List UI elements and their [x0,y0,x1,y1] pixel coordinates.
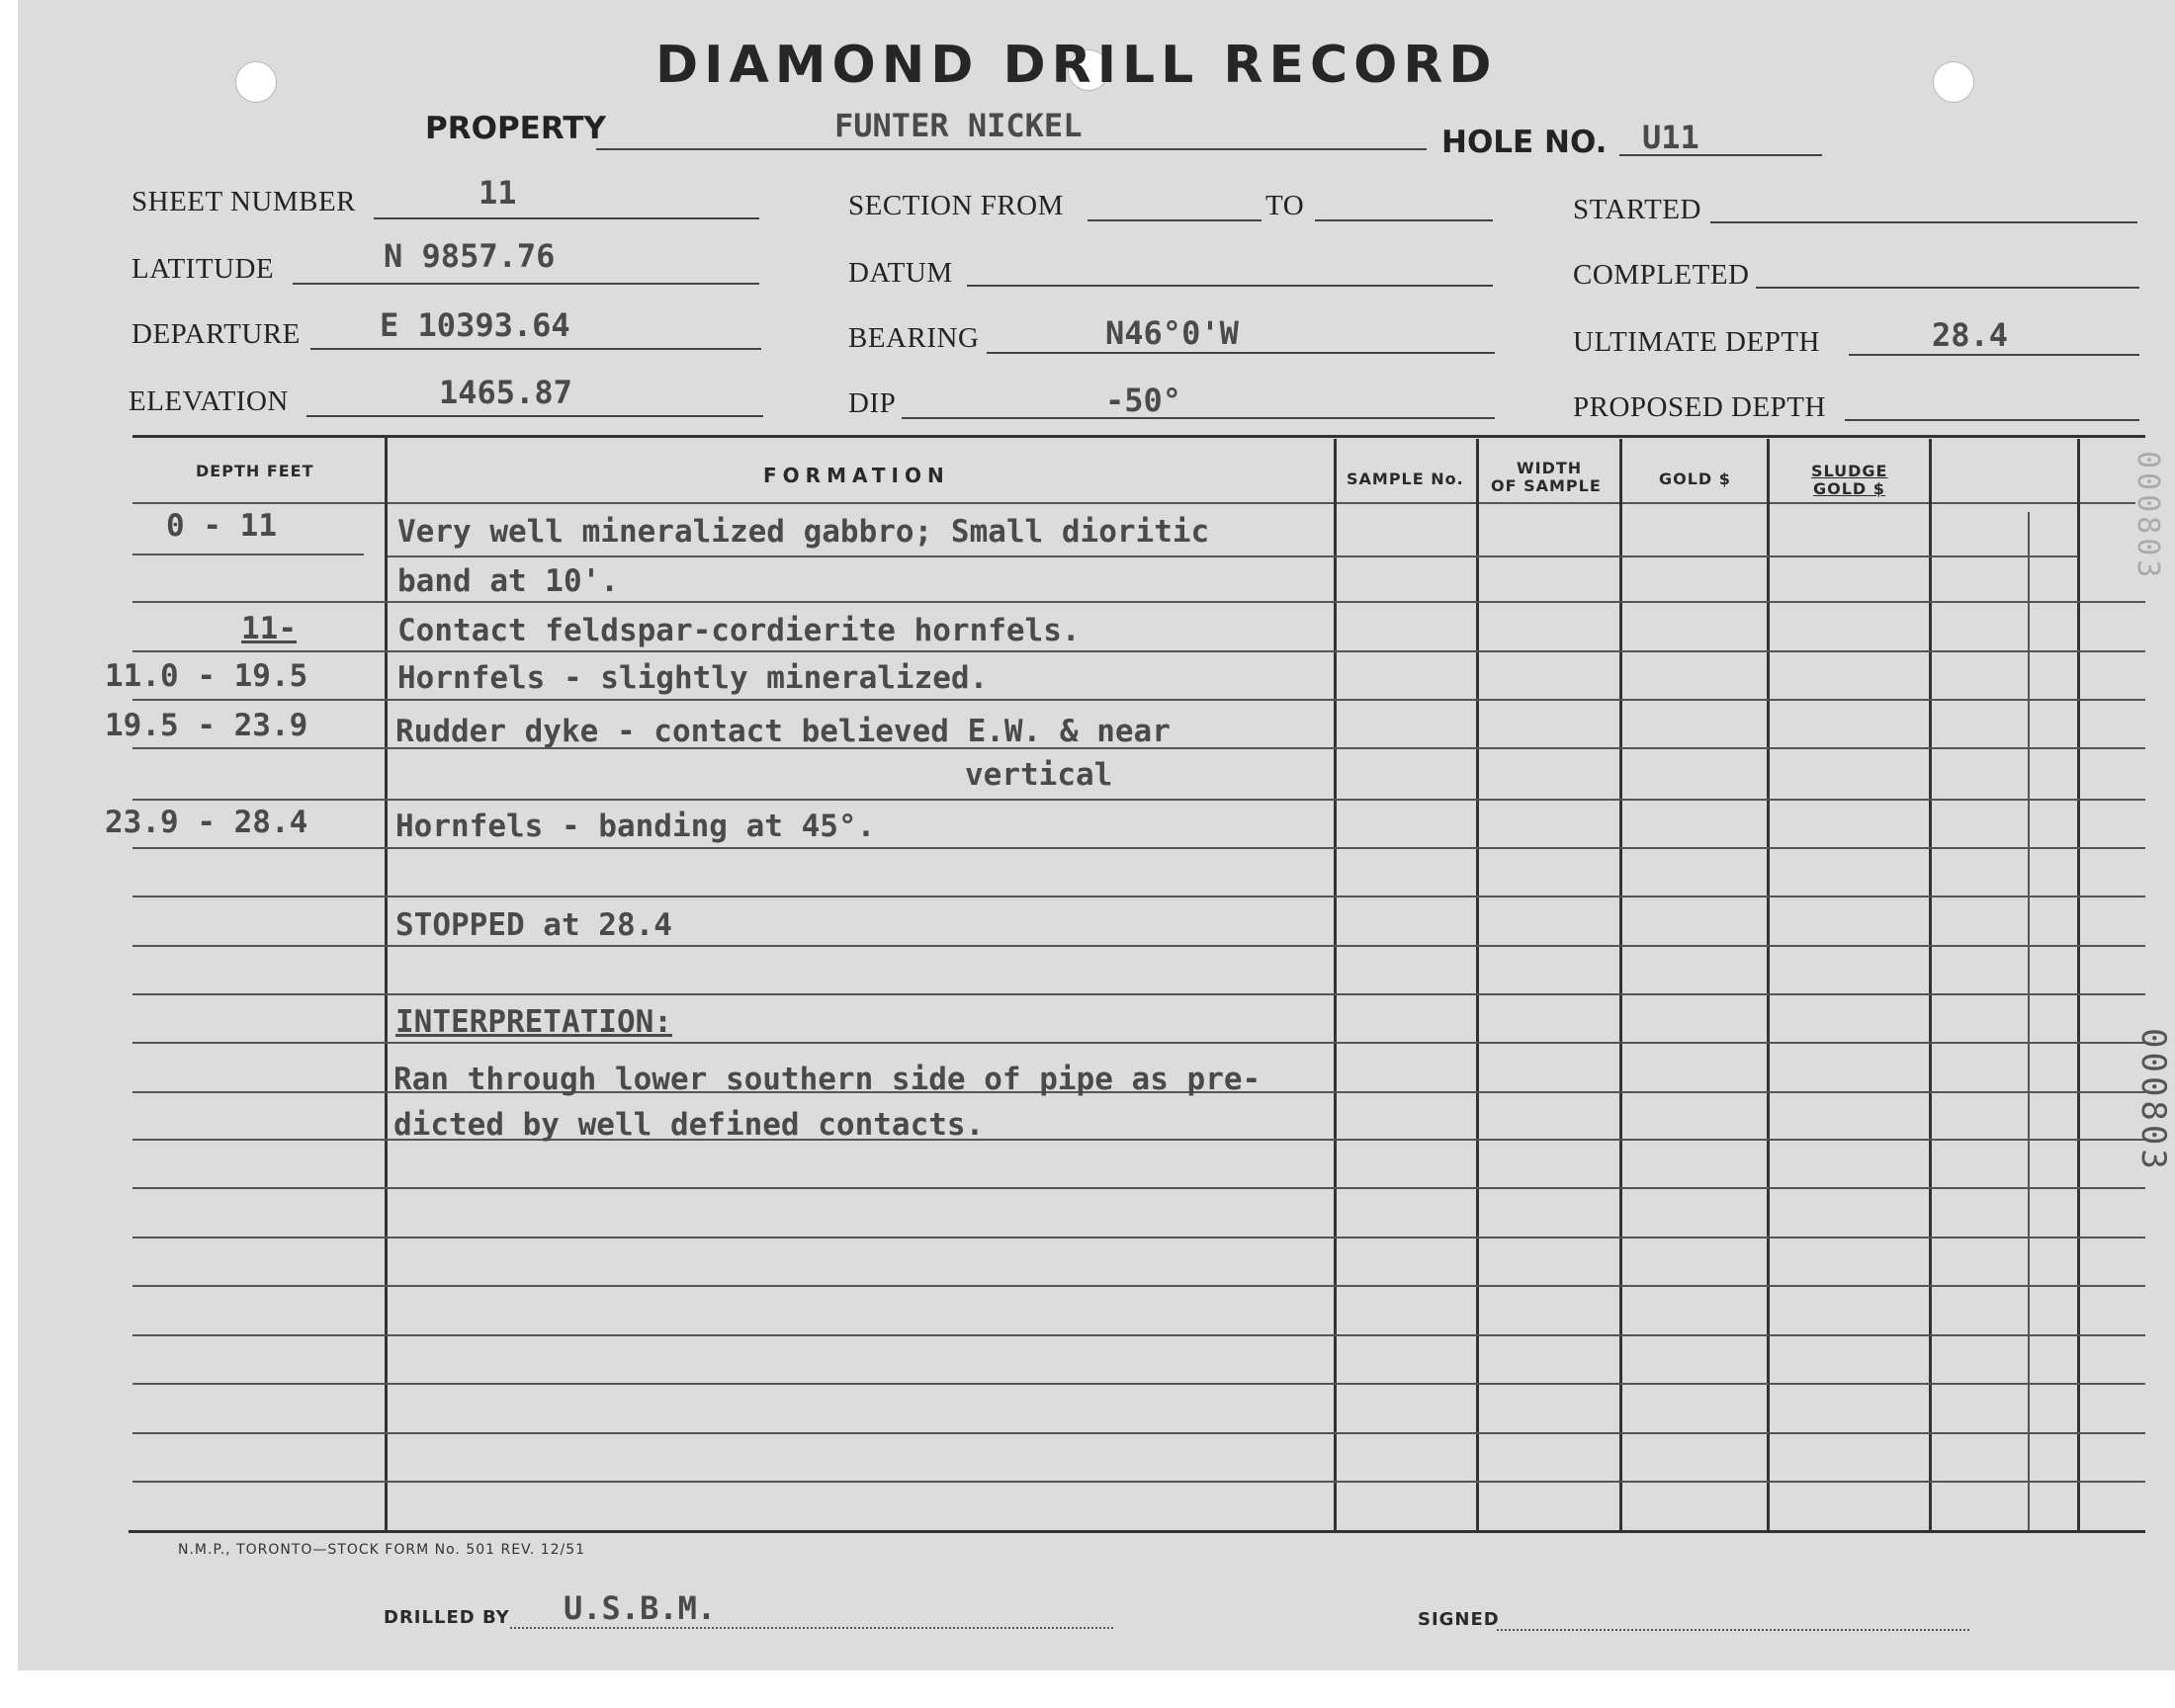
ultimate-depth-label: ULTIMATE DEPTH [1573,326,1821,358]
ultimate-depth-value: 28.4 [1932,316,2009,354]
interpretation-line: Ran through lower southern side of pipe as pre- [393,1062,1262,1097]
punch-hole-right [1933,61,1974,103]
sludge-header-bottom: GOLD $ [1813,479,1885,498]
latitude-value: N 9857.76 [384,237,556,275]
proposed-depth-label: PROPOSED DEPTH [1573,391,1826,423]
faint-document-number: 000803 [2131,451,2165,582]
sheet-number-label: SHEET NUMBER [131,186,357,217]
completed-label: COMPLETED [1573,259,1750,291]
section-to-label: TO [1265,190,1305,221]
drill-record-sheet [18,0,2175,1670]
property-value: FUNTER NICKEL [834,107,1083,144]
started-label: STARTED [1573,194,1701,225]
depth-entry: 11.0 - 19.5 [105,658,308,694]
drilled-by-label: DRILLED BY [384,1607,510,1628]
section-from-label: SECTION FROM [848,190,1064,221]
sheet-number-value: 11 [478,174,517,212]
departure-label: DEPARTURE [131,318,301,350]
depth-entry: 11- [241,611,297,646]
hole-number-value: U11 [1642,119,1699,156]
depth-entry: 23.9 - 28.4 [105,805,308,840]
formation-line: Very well mineralized gabbro; Small dioritic [397,514,1210,550]
bearing-value: N46°0'W [1105,314,1239,352]
formation-line: vertical [965,757,1113,793]
sample-no-header: SAMPLE No. [1347,470,1464,488]
width-header-top: WIDTH [1517,459,1583,477]
punch-hole-left [235,61,277,103]
formation-header: FORMATION [763,464,950,487]
dip-value: -50° [1105,382,1182,419]
form-title: DIAMOND DRILL RECORD [655,36,1498,95]
departure-value: E 10393.64 [380,306,570,344]
drilled-by-value: U.S.B.M. [564,1589,717,1627]
formation-line: Rudder dyke - contact believed E.W. & near [395,714,1171,749]
formation-line: Contact feldspar-cordierite hornfels. [397,613,1081,648]
stopped-note: STOPPED at 28.4 [395,907,672,943]
depth-feet-header: DEPTH FEET [196,462,314,480]
form-number: N.M.P., TORONTO—STOCK FORM No. 501 REV. 12/51 [178,1542,586,1558]
hole-number-label: HOLE NO. [1441,125,1608,160]
datum-label: DATUM [848,257,953,289]
dip-label: DIP [848,387,897,419]
latitude-label: LATITUDE [131,253,275,285]
formation-line: band at 10'. [397,563,619,599]
bearing-label: BEARING [848,322,980,354]
width-header-bottom: OF SAMPLE [1491,476,1602,495]
document-number: 000803 [2133,1028,2173,1173]
formation-line: Hornfels - slightly mineralized. [397,660,989,696]
property-label: PROPERTY [425,111,606,146]
interpretation-heading: INTERPRETATION: [395,1004,672,1040]
sludge-header-top: SLUDGE [1811,462,1888,480]
depth-entry: 0 - 11 [166,508,277,544]
formation-line: Hornfels - banding at 45°. [395,809,876,844]
depth-entry: 19.5 - 23.9 [105,708,308,743]
signed-label: SIGNED [1418,1609,1500,1630]
elevation-label: ELEVATION [129,385,289,417]
interpretation-line: dicted by well defined contacts. [393,1107,985,1143]
gold-header: GOLD $ [1659,470,1731,488]
elevation-value: 1465.87 [439,374,572,411]
